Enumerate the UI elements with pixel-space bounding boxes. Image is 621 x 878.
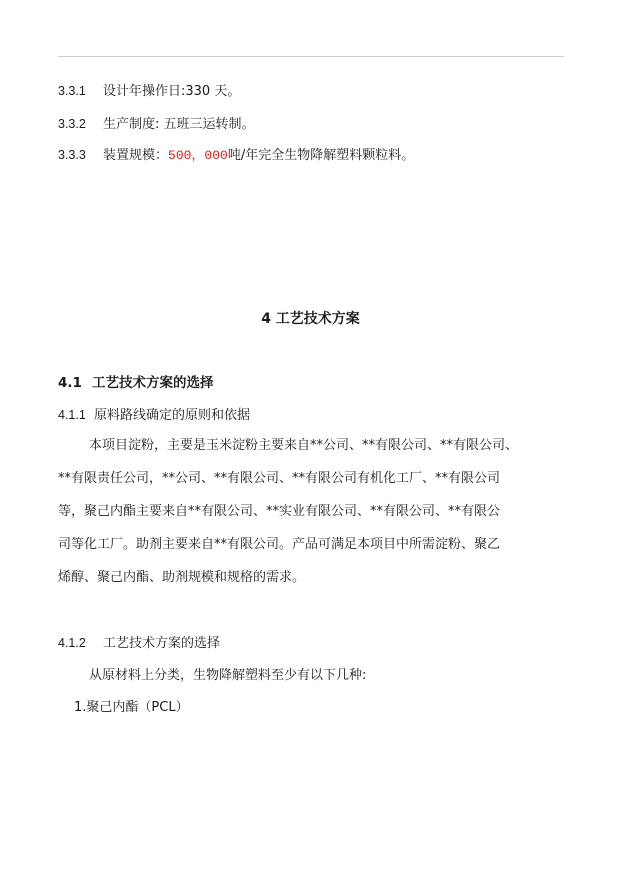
subsection-heading-4-1-1 — [58, 406, 250, 425]
subsection-heading-4-1-2 — [58, 634, 220, 653]
item-number: 3.3.1 — [58, 84, 86, 98]
item-3-3-2 — [58, 115, 255, 134]
item-text: 装置规模： — [103, 148, 169, 163]
chapter-title: 4 工艺技术方案 — [261, 311, 360, 327]
list-item-1: 1.聚己内酯（PCL） — [74, 700, 189, 715]
item-text: 生产制度: 五班三运转制。 — [103, 117, 255, 132]
capacity-value: 500，000 — [168, 148, 228, 163]
subsection-number: 4.1.1 — [58, 408, 86, 422]
item-3-3-1 — [58, 82, 240, 101]
subsection-number: 4.1.2 — [58, 636, 86, 650]
header-rule — [58, 56, 564, 57]
item-text: 设计年操作日:330 天。 — [103, 84, 241, 99]
paragraph-line-2: **有限责任公司，**公司、**有限公司、**有限公司有机化工厂、**有限公司 — [58, 471, 501, 486]
section-title: 工艺技术方案的选择 — [92, 375, 214, 391]
paragraph-line-3: 等，聚己内酯主要来自**有限公司、**实业有限公司、**有限公司、**有限公 — [58, 504, 501, 519]
item-number: 3.3.3 — [58, 148, 86, 162]
item-3-3-3 — [58, 146, 414, 165]
subsection-title: 工艺技术方案的选择 — [103, 636, 221, 651]
item-number: 3.3.2 — [58, 117, 86, 131]
paragraph-line-4: 司等化工厂。助剂主要来自**有限公司。产品可满足本项目中所需淀粉、聚乙 — [58, 537, 501, 552]
item-text-after: 吨/年完全生物降解塑料颗粒料。 — [227, 148, 415, 163]
section-number: 4.1 — [58, 375, 82, 391]
paragraph-line-1: 本项目淀粉，主要是玉米淀粉主要来自**公司、**有限公司、**有限公司、 — [89, 438, 519, 453]
paragraph-line-5: 烯醇、聚己内酯、助剂规模和规格的需求。 — [58, 570, 306, 585]
intro-text: 从原材料上分类，生物降解塑料至少有以下几种: — [89, 668, 367, 683]
subsection-title: 原料路线确定的原则和依据 — [94, 408, 251, 423]
section-heading-4-1 — [58, 374, 214, 392]
